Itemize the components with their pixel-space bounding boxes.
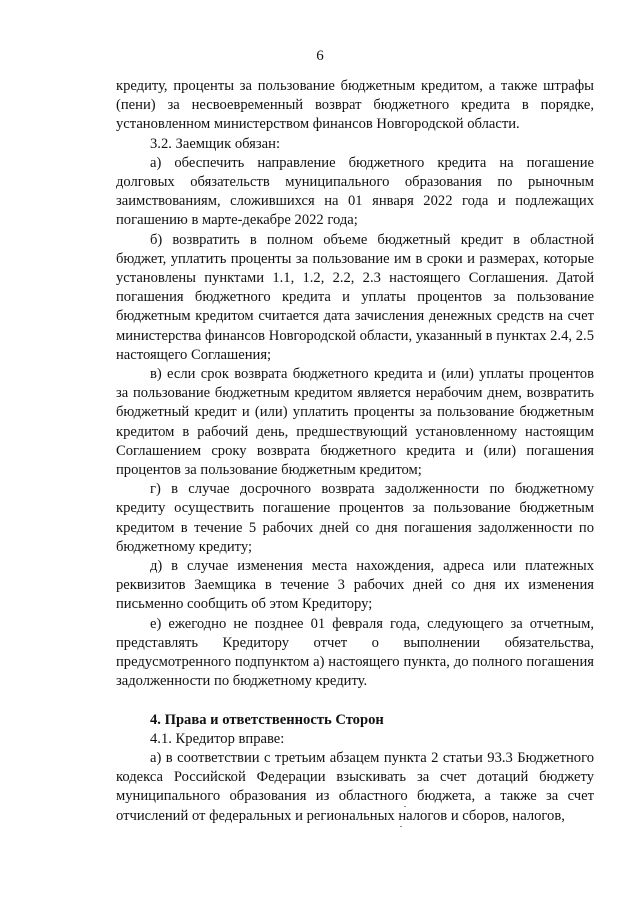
paragraph-3-2-a: а) обеспечить направление бюджетного кредита на погашение долговых обязательств муниципального образования по рыночным заимствованиям, сложившихся на 01 января 2022 года и подлежащих погашению в марте-декабре 2022 года; <box>116 154 594 229</box>
scan-speck <box>400 826 402 827</box>
document-body <box>116 77 594 826</box>
paragraph-4-1-a: а) в соответствии с третьим абзацем пункта 2 статьи 93.3 Бюджетного кодекса Российской Федерации взыскивать за счет дотаций бюджету муниципального образования из областного бюджета, а также за счет отчислений от федеральных и региональных налогов и сборов, налогов, <box>116 749 594 824</box>
paragraph-3-2-g: г) в случае досрочного возврата задолженности по бюджетному кредиту осуществить погашение процентов за пользование бюджетным кредитом в течение 5 рабочих дней со дня погашения задолженности по бюджетному кредиту; <box>116 481 594 555</box>
paragraph-continuation: кредиту, проценты за пользование бюджетным кредитом, а также штрафы (пени) за несвоевременный возврат бюджетного кредита в порядке, установленном министерством финансов Новгородской области. <box>116 78 594 133</box>
page-number: 6 <box>316 48 324 64</box>
paragraph-3-2-b: б) возвратить в полном объеме бюджетный кредит в областной бюджет, уплатить проценты за пользование им в сроки и размерах, которые установлены пунктами 1.1, 1.2, 2.2, 2.3 настоящего Соглашения. Датой погашения бюджетного кредита и уплаты процентов за пользование бюджетным кредитом считается дата зачисления денежных средств на счет министерства финансов Новгородской области, указанный в пунктах 2.4, 2.5 настоящего Соглашения; <box>116 231 594 363</box>
paragraph-3-2-e: е) ежегодно не позднее 01 февраля года, следующего за отчетным, представлять Кредитору отчет о выполнении обязательства, предусмотренного подпунктом а) настоящего пункта, до полного погашения задолженности по бюджетному кредиту. <box>116 615 594 690</box>
paragraph-3-2-v: в) если срок возврата бюджетного кредита и (или) уплаты процентов за пользование бюджетным кредитом является нерабочим днем, возвратить бюджетный кредит и (или) уплатить проценты за пользование бюджетным кредитом в рабочий день, предшествующий установленному настоящим Соглашением сроку возврата бюджетного кредита и (или) погашения процентов за пользование бюджетным кредитом; <box>116 366 594 479</box>
paragraph-3-2: 3.2. Заемщик обязан: <box>150 135 281 152</box>
paragraph-4-1: 4.1. Кредитор вправе: <box>150 730 285 747</box>
scan-speck <box>404 806 406 807</box>
paragraph-3-2-d: д) в случае изменения места нахождения, адреса или платежных реквизитов Заемщика в течение 3 рабочих дней со дня их изменения письменно сообщить об этом Кредитору; <box>116 558 594 613</box>
section-heading: 4. Права и ответственность Сторон <box>150 711 384 728</box>
